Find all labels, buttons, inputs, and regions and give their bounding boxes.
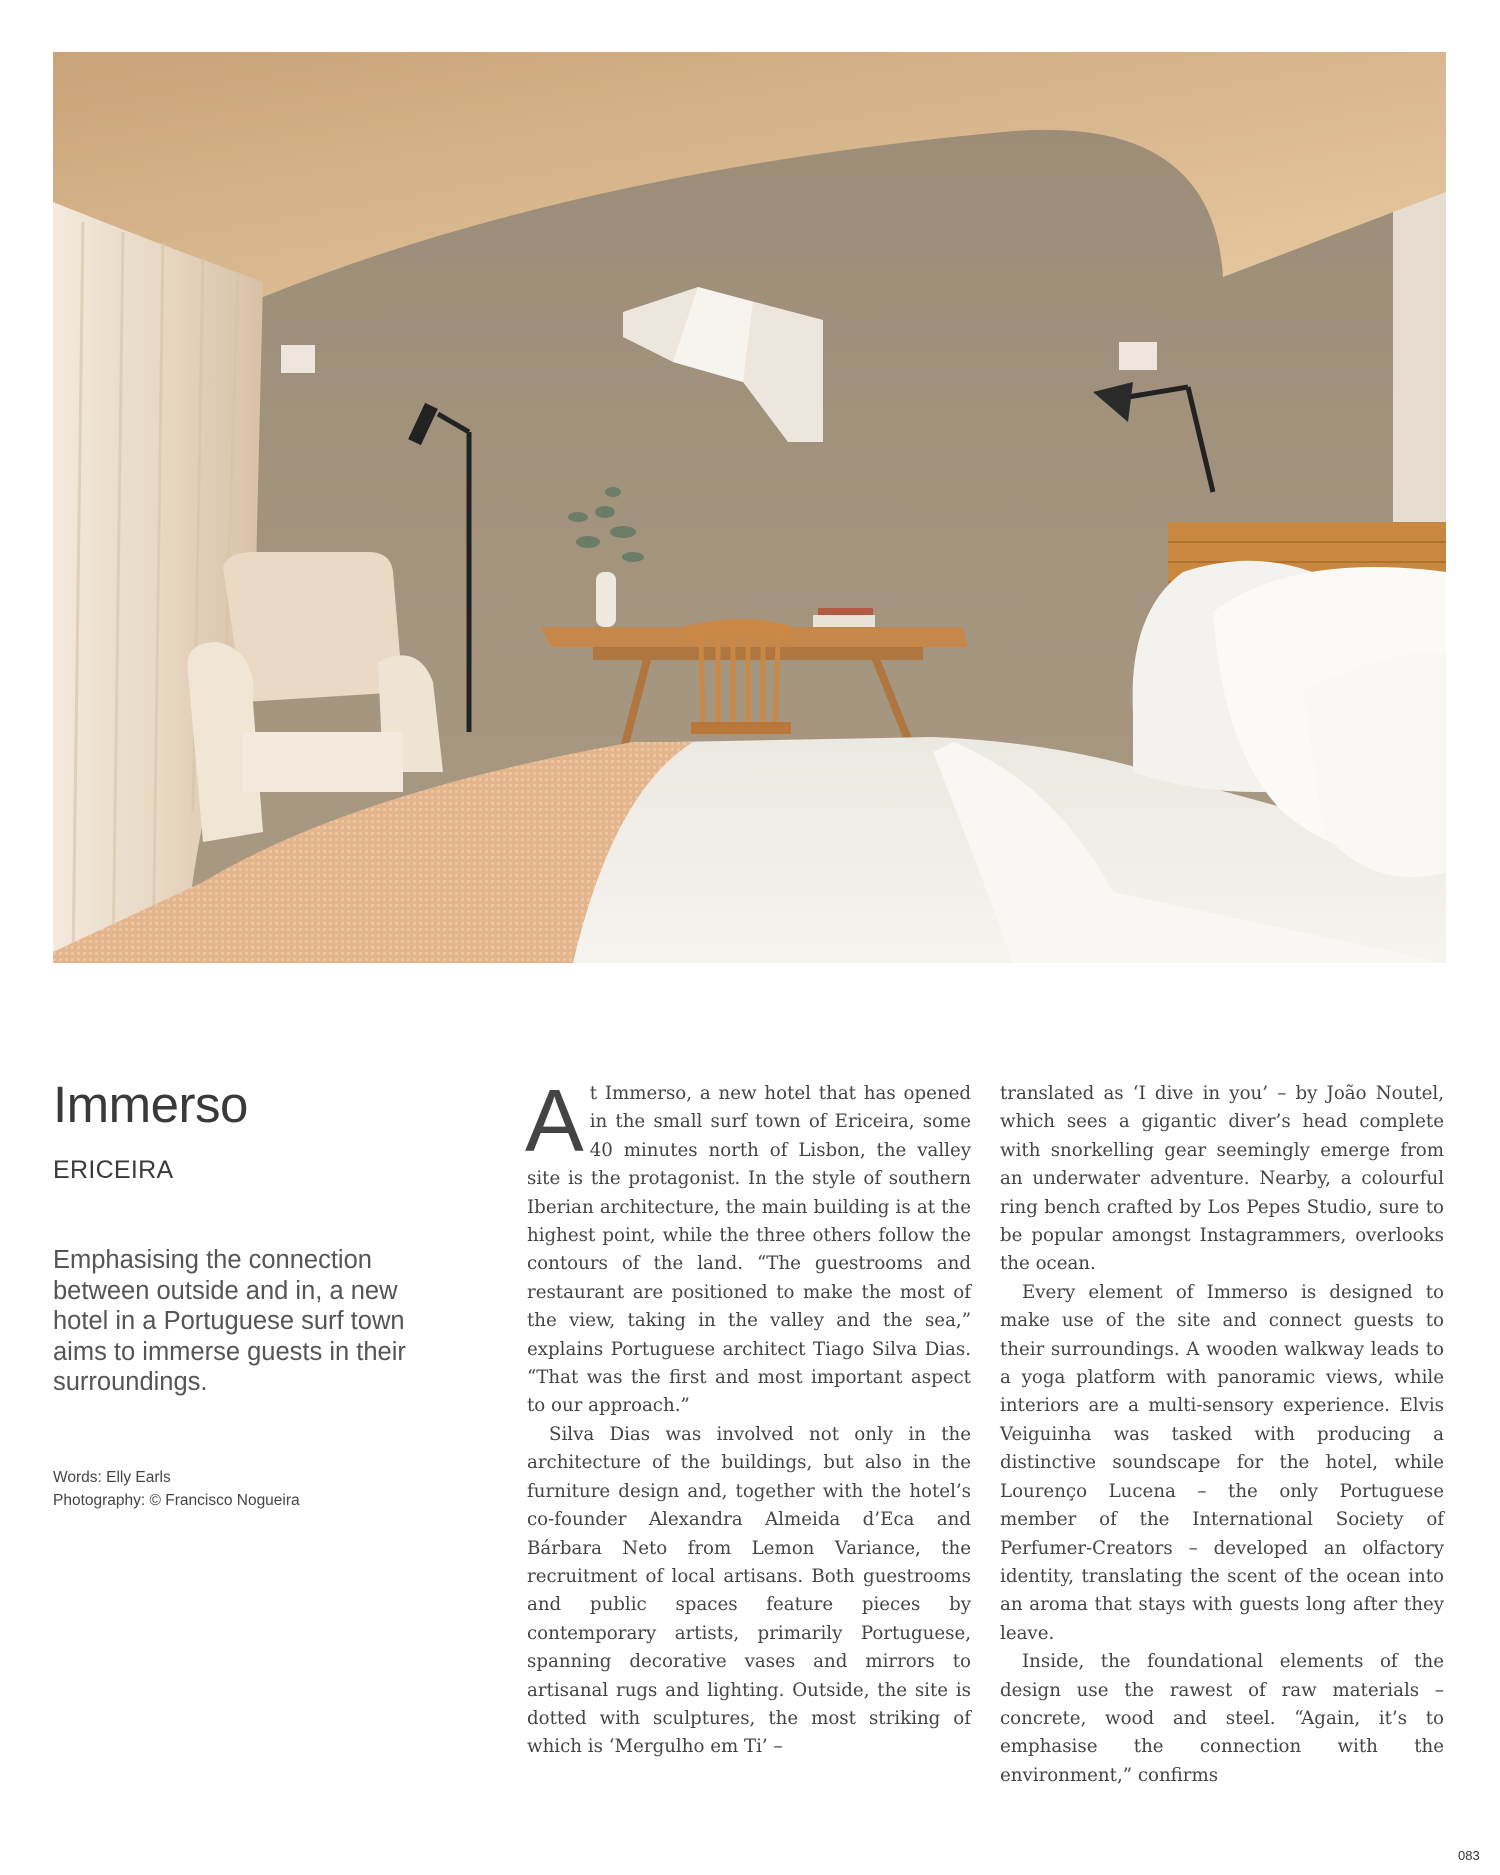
body-paragraph: Every element of Immerso is designed to make use of the site and connect guests to their surroundings. A wooden walkway leads to a yoga platform with panoramic views, while interiors are a multi-sensory experience. Elvis Veiguinha was tasked with producing a distinctive soundscape for the hotel, while Lourenço Lucena – the only Portuguese member of the International Society of Perfumer-Creators – developed an olfactory identity, translating the scent of the ocean into an aroma that stays with guests long after they leave. [1000, 1281, 1444, 1644]
body-paragraph: At Immerso, a new hotel that has opened in the small surf town of Ericeira, some 40 minutes north of Lisbon, the valley site is the protagonist. In the style of southern Iberian architecture, the main building is at the highest point, while the three others follow the contours of the land. “The guestrooms and restaurant are positioned to make the most of the view, taking in the valley and the sea,” explains Portuguese architect Tiago Silva Dias. “That was the first and most important aspect to our approach.” [525, 1071, 971, 1417]
credits [53, 1466, 300, 1512]
hotel-bedroom-photo [53, 52, 1446, 963]
body-column-2 [1000, 1080, 1444, 1790]
wall-sconce-right [1119, 342, 1157, 370]
drop-cap: A [525, 1071, 584, 1170]
words-credit: Words: Elly Earls [53, 1469, 171, 1486]
body-column-1 [525, 1071, 971, 1762]
article-title: Immerso [53, 1076, 248, 1133]
wall-sconce-left [281, 345, 315, 373]
photography-credit: Photography: © Francisco Nogueira [53, 1492, 300, 1509]
body-paragraph: Silva Dias was involved not only in the architecture of the buildings, but also in the furniture design and, together with the hotel’s co-founder Alexandra Almeida d’Eca and Bárbara Neto from Lemon Variance, the recruitment of local artisans. Both guestrooms and public spaces feature pieces by contemporary artists, primarily Portuguese, spanning decorative vases and mirrors to artisanal rugs and lighting. Outside, the site is dotted with sculptures, the most striking of which is ‘Mergulho em Ti’ – [527, 1423, 971, 1758]
body-paragraph: translated as ‘I dive in you’ – by João Noutel, which sees a gigantic diver’s head complete with snorkelling gear seemingly emerge from an underwater adventure. Nearby, a colourful ring bench crafted by Los Pepes Studio, sure to be popular amongst Instagrammers, overlooks the ocean. [1000, 1083, 1444, 1275]
page-number: 083 [1458, 1848, 1480, 1863]
hero-photo [53, 52, 1446, 963]
body-paragraph: Inside, the foundational elements of the design use the rawest of raw materials – concrete, wood and steel. “Again, it’s to emphasise the connection with the environment,” confirms [1000, 1651, 1444, 1786]
standfirst: Emphasising the connection between outside and in, a new hotel in a Portuguese surf town aims to immerse guests in their surroundings. [53, 1246, 406, 1396]
article-location: ERICEIRA [53, 1156, 174, 1184]
